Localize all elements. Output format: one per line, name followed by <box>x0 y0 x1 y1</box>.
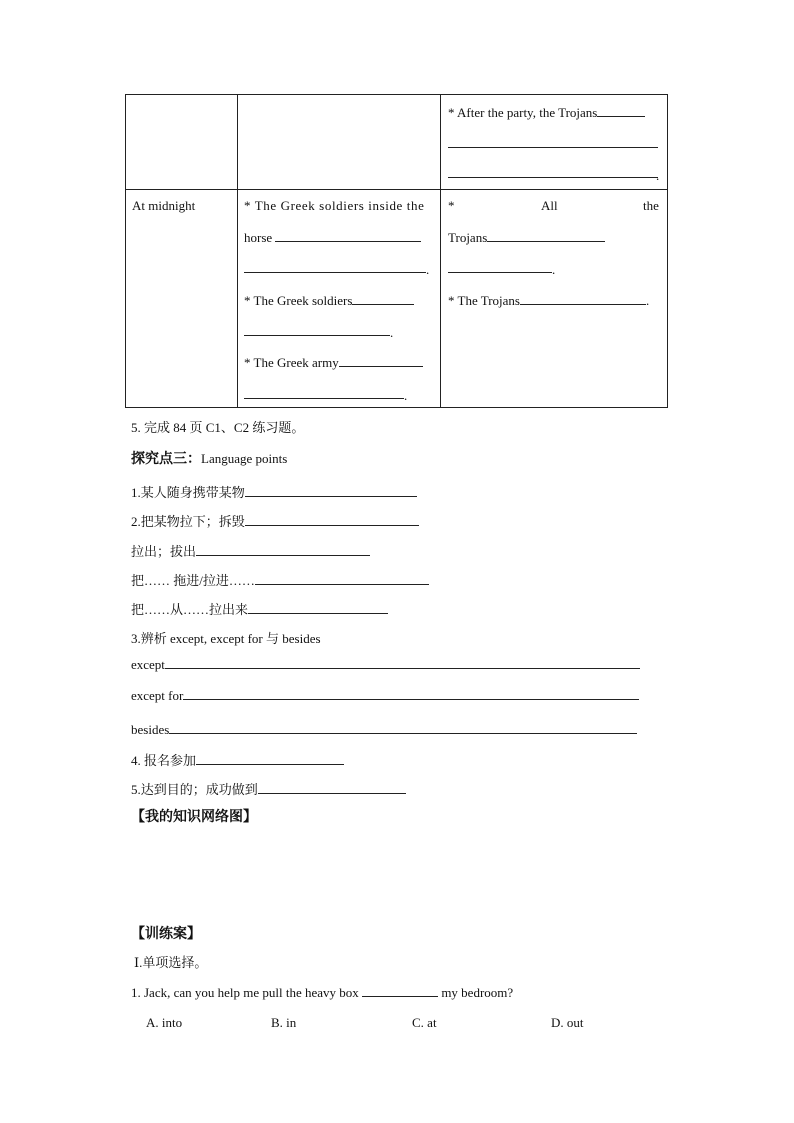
col3-item2: * The Trojans . <box>448 293 650 308</box>
answer-line[interactable] <box>448 272 552 273</box>
bullet: * <box>448 198 455 213</box>
answer-blank[interactable] <box>362 984 438 997</box>
answer-line[interactable] <box>244 398 404 399</box>
option-d[interactable]: D. out <box>551 1015 584 1030</box>
lp-item-4: 把…… 拖进/拉进…… <box>131 570 429 589</box>
answer-line[interactable] <box>244 335 390 336</box>
col2-item1-line1: * The Greek soldiers inside the <box>244 198 425 213</box>
table-row-divider <box>126 189 667 190</box>
option-c[interactable]: C. at <box>412 1015 437 1030</box>
option-a[interactable]: A. into <box>146 1015 183 1030</box>
period: . <box>404 388 408 403</box>
answer-line[interactable] <box>244 272 426 273</box>
col2-item1-line2: horse <box>244 229 421 246</box>
period: . <box>552 262 556 277</box>
lp-item-9: 4. 报名参加 <box>131 750 344 769</box>
period: . <box>426 262 430 277</box>
col2-item3: * The Greek army <box>244 354 423 371</box>
part1-heading: Ⅰ.单项选择。 <box>134 955 208 970</box>
answer-line[interactable] <box>448 147 658 148</box>
word-the: the <box>643 198 659 213</box>
col3-item1-line2: Trojans <box>448 229 605 246</box>
lp-item-6: 3.辨析 except, except for 与 besides <box>131 631 321 646</box>
answer-line[interactable] <box>448 177 658 178</box>
question-1: 1. Jack, can you help me pull the heavy box my bedroom? <box>131 985 514 1000</box>
time-label: At midnight <box>132 198 196 213</box>
table-col-divider <box>440 95 441 407</box>
except-for-line: except for <box>131 687 639 704</box>
table-col-divider <box>237 95 238 407</box>
lp-item-10: 5.达到目的；成功做到 <box>131 779 406 798</box>
period: . <box>390 325 394 340</box>
lp-item-2: 2.把某物拉下；拆毁 <box>131 511 419 530</box>
training-heading: 【训练案】 <box>131 926 201 942</box>
col2-item2: * The Greek soldiers <box>244 292 414 309</box>
period: . <box>656 168 660 183</box>
except-line: except <box>131 656 640 673</box>
option-b[interactable]: B. in <box>271 1015 297 1030</box>
lp-item-3: 拉出；拔出 <box>131 541 370 560</box>
knowledge-map-heading: 【我的知识网络图】 <box>131 809 257 825</box>
lp-item-5: 把……从……拉出来 <box>131 599 388 618</box>
section3-heading: 探究点三：Language points <box>131 451 288 467</box>
lp-item-1: 1.某人随身携带某物 <box>131 482 417 501</box>
task5-text: 5. 完成 84 页 C1、C2 练习题。 <box>131 420 305 435</box>
word-all: All <box>541 198 558 213</box>
besides-line: besides <box>131 721 637 738</box>
row1-col3-line1: * After the party, the Trojans <box>448 104 645 121</box>
